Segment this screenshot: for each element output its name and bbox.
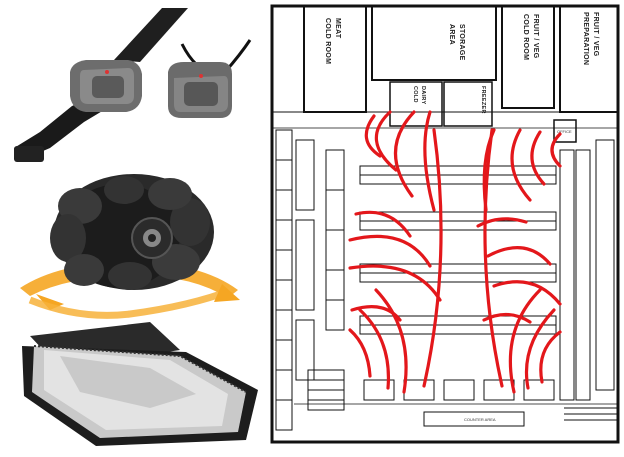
storage-area-label: STORAGE xyxy=(458,24,465,61)
meat-room-sublabel: COLD ROOM xyxy=(324,18,331,65)
storage-area-sublabel: AREA xyxy=(448,24,455,46)
product-illustrations xyxy=(0,0,262,452)
counter-area-label: COUNTER AREA xyxy=(464,417,496,422)
fruit-veg-prep-label: FRUIT / VEG xyxy=(592,12,599,57)
freezer-label: FREEZER xyxy=(480,86,486,114)
product-collage xyxy=(0,0,262,452)
omni-wheel xyxy=(20,174,240,315)
meat-room-label: MEAT xyxy=(334,18,341,39)
store-floor-plan xyxy=(264,0,624,452)
dairy-cold-sublabel: COLD xyxy=(412,86,418,103)
wrist-pendant-alarm xyxy=(14,8,250,162)
office-label: OFFICE xyxy=(557,129,572,134)
dairy-cold-label: DAIRY xyxy=(420,86,426,105)
insulated-cooler-bag xyxy=(22,322,258,446)
fruit-veg-cold-room-label: FRUIT / VEG xyxy=(532,14,539,59)
fruit-veg-cold-room-sublabel: COLD ROOM xyxy=(522,14,529,61)
floor-plan-drawing xyxy=(264,0,624,452)
fruit-veg-prep-sublabel: PREPARATION xyxy=(582,12,589,66)
